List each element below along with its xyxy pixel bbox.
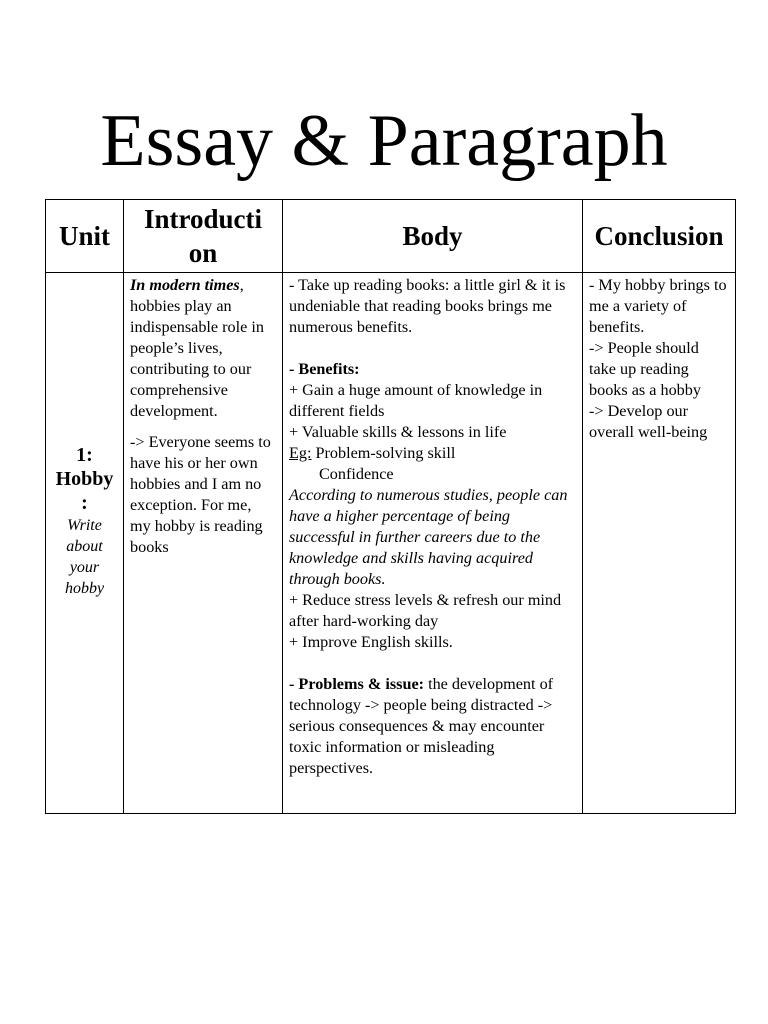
- header-introduction-line2: on: [188, 238, 218, 268]
- intro-rest: , hobbies play an indispensable role in people’s lives, contributing to our comprehensive development.: [130, 276, 264, 420]
- unit-sub-2: about: [66, 538, 103, 555]
- page-title: Essay & Paragraph: [100, 100, 668, 182]
- study-note: According to numerous studies, people can have a higher percentage of being successful in further careers due to the knowledge and skills having acquired through books.: [289, 486, 568, 588]
- intro-paragraph-1: [130, 275, 276, 422]
- unit-sub-1: Write: [67, 517, 102, 534]
- unit-sub-4: hobby: [64, 580, 105, 597]
- benefit-3: + Reduce stress levels & refresh our mind after hard-working day: [289, 591, 562, 630]
- benefit-1: + Gain a huge amount of knowledge in different fields: [289, 381, 543, 420]
- problems-paragraph: [289, 674, 576, 779]
- introduction-cell: [124, 273, 283, 814]
- header-introduction-line1: Introducti: [143, 204, 263, 234]
- essay-outline-table: [45, 199, 736, 814]
- example-line: [289, 443, 576, 464]
- conclusion-cell: [583, 273, 736, 814]
- unit-sub-3: your: [69, 559, 100, 576]
- intro-lead: In modern times: [130, 276, 240, 294]
- table-row: [46, 273, 736, 814]
- problems-text: the development of technology -> people being distracted -> serious consequences & may encounter toxic information or misleading perspectives.: [289, 675, 554, 777]
- conclusion-line-2: -> People should take up reading books as a hobby: [589, 339, 701, 399]
- header-body: Body: [283, 200, 583, 273]
- body-cell: [283, 273, 583, 814]
- benefit-2: + Valuable skills & lessons in life: [289, 423, 507, 441]
- unit-name: Hobby: [55, 468, 114, 490]
- header-unit: Unit: [46, 200, 124, 273]
- problems-label: - Problems & issue:: [289, 675, 425, 693]
- benefits-label: - Benefits:: [289, 360, 360, 378]
- unit-cell: [46, 273, 124, 814]
- intro-paragraph-2: -> Everyone seems to have his or her own hobbies and I am no exception. For me, my hobby is reading books: [130, 433, 271, 556]
- header-introduction: [124, 200, 283, 273]
- body-line-1: - Take up reading books: a little girl & it is undeniable that reading books brings me numerous benefits.: [289, 276, 566, 336]
- unit-number: 1:: [76, 444, 93, 466]
- example-2: Confidence: [319, 465, 394, 483]
- benefit-4: + Improve English skills.: [289, 633, 453, 651]
- table-header-row: [46, 200, 736, 273]
- conclusion-line-3: -> Develop our overall well-being: [589, 402, 708, 441]
- example-label: Eg:: [289, 444, 312, 462]
- unit-colon: :: [81, 492, 88, 514]
- example-1: Problem-solving skill: [311, 444, 456, 462]
- conclusion-line-1: - My hobby brings to me a variety of benefits.: [589, 276, 727, 336]
- header-conclusion: Conclusion: [583, 200, 736, 273]
